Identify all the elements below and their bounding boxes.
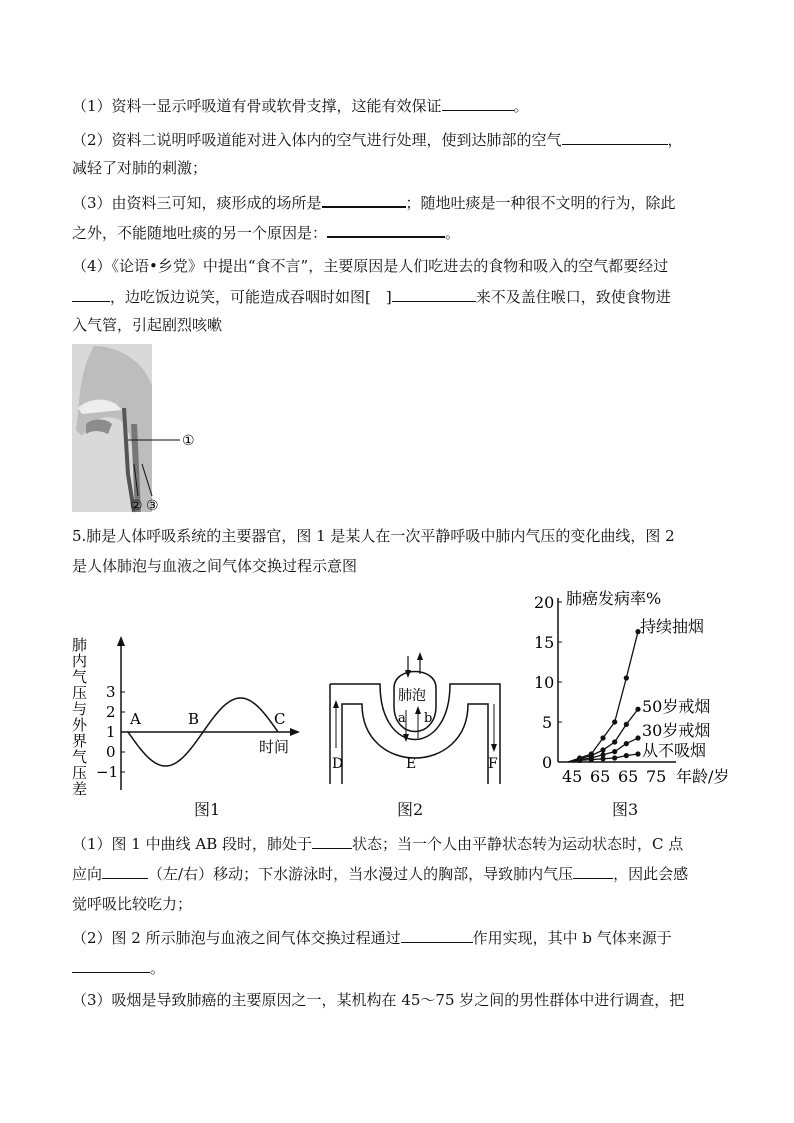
chart-x-tick-label: 75 <box>646 767 667 786</box>
ylabel-char: 差 <box>72 780 88 798</box>
y-tick-label: 3 <box>106 683 116 701</box>
answer-blank[interactable] <box>102 864 148 879</box>
q4-part1 <box>72 96 529 116</box>
q4-part3 <box>72 192 676 213</box>
flow-D-arrowhead <box>333 700 339 708</box>
throat-anatomy-figure <box>72 344 212 514</box>
series-point <box>600 756 605 761</box>
chart-series <box>568 629 641 763</box>
point-A-label: A <box>130 710 141 728</box>
answer-blank[interactable] <box>392 287 476 302</box>
ylabel-char: 压 <box>72 684 88 702</box>
series-point <box>589 757 594 762</box>
ylabel-char: 肺 <box>72 636 88 654</box>
chart-y-tick-label: 10 <box>534 673 555 692</box>
ylabel-char: 内 <box>72 652 88 670</box>
label-D: D <box>332 756 344 772</box>
q5-part1-end: 觉呼吸比较吃力； <box>72 895 193 913</box>
series-point <box>600 747 605 752</box>
figure-1-pressure-curve <box>66 630 316 830</box>
q4-part3-cont <box>72 222 460 243</box>
series-point <box>635 751 640 756</box>
figure-2-caption: 图2 <box>397 800 424 819</box>
chart-y-tick-label: 15 <box>534 633 555 652</box>
chart-x-tick-label: 65 <box>618 767 639 786</box>
q5-part1b-text: 应向 <box>72 865 103 883</box>
series-point <box>624 741 629 746</box>
q4-part4-end: 入气管，引起剧烈咳嗽 <box>72 316 223 334</box>
label-E: E <box>406 756 417 772</box>
chart-x-label: 年龄/岁 <box>676 767 730 786</box>
q4-part1-text: （1）资料一显示呼吸道有骨或软骨支撑，这能有效保证 <box>72 97 442 115</box>
legend-never-smoked: 从不吸烟 <box>642 741 707 760</box>
q5-part2-cont <box>72 958 165 978</box>
series-point <box>600 735 605 740</box>
answer-blank[interactable] <box>72 287 110 302</box>
ylabel-char: 与 <box>72 700 88 718</box>
figure-3-chart <box>526 586 756 796</box>
q4-part2-text: （2）资料二说明呼吸道能对进入体内的空气进行处理，使到达肺部的空气 <box>72 131 562 149</box>
q4-part4: （4）《论语•乡党》中提出“食不言”，主要原因是人们吃进去的食物和吸入的空气都要经过 <box>72 257 669 275</box>
answer-blank[interactable] <box>573 864 613 879</box>
q4-part3b-end: 。 <box>445 224 461 242</box>
q5-part1b-end: ，因此会感 <box>613 865 689 883</box>
series-point <box>612 749 617 754</box>
label-1: ① <box>182 433 195 449</box>
answer-blank[interactable] <box>327 222 445 238</box>
point-C-label: C <box>274 710 286 728</box>
q4-part2-cont: 减轻了对肺的刺激； <box>72 159 208 177</box>
q4-part3-text: （3）由资料三可知，痰形成的场所是 <box>72 194 322 212</box>
q5-part2-text: （2）图 2 所示肺泡与血液之间气体交换过程通过 <box>72 929 401 947</box>
answer-blank[interactable] <box>442 96 514 111</box>
chart-y-tick-label: 5 <box>542 713 553 732</box>
q5-part1-cont <box>72 864 688 884</box>
series-point <box>635 735 640 740</box>
air-out-arrowhead <box>417 652 423 660</box>
chart-x-ticks <box>562 767 666 786</box>
q5-part1-end: 状态；当一个人由平静状态转为运动状态时，C 点 <box>352 835 684 853</box>
q5-part1 <box>72 834 683 854</box>
chart-x-tick-label: 45 <box>562 767 583 786</box>
figure-3-caption: 图3 <box>612 800 639 819</box>
chart-x-tick-label: 65 <box>590 767 611 786</box>
gas-b-label: b <box>424 711 433 726</box>
gas-a-label: a <box>398 711 406 726</box>
series-point <box>624 675 629 680</box>
alveolus-label: 肺泡 <box>398 688 426 704</box>
q4-part4-cont <box>72 287 671 307</box>
answer-blank[interactable] <box>322 192 406 208</box>
series-point <box>612 739 617 744</box>
point-B-label: B <box>188 710 200 728</box>
q5-part2-end: 作用实现，其中 b 气体来源于 <box>472 929 672 947</box>
series-point <box>612 719 617 724</box>
q5-part1-text: （1）图 1 中曲线 AB 段时，肺处于 <box>72 835 313 853</box>
series-point <box>577 758 582 763</box>
q4-part2 <box>72 130 683 150</box>
legend-quit-at-30: 30岁戒烟 <box>642 721 711 740</box>
q4-part4b-end: 来不及盖住喉口，致使食物进 <box>475 288 671 306</box>
answer-blank[interactable] <box>562 130 668 145</box>
chart-y-tick-label: 20 <box>534 593 555 612</box>
answer-blank[interactable] <box>312 834 352 849</box>
x-axis-label: 时间 <box>259 738 290 756</box>
q5-part2 <box>72 928 672 948</box>
figure-1-ylabel <box>72 636 88 798</box>
chart-title: 肺癌发病率% <box>566 589 662 608</box>
ylabel-char: 外 <box>72 716 88 734</box>
ylabel-char: 界 <box>72 732 88 750</box>
y-axis-arrow <box>117 636 125 646</box>
series-point <box>624 722 629 727</box>
series-point <box>624 753 629 758</box>
y-tick-label: 2 <box>106 703 116 721</box>
answer-blank[interactable] <box>401 928 473 943</box>
ylabel-char: 气 <box>72 748 88 766</box>
ylabel-char: 气 <box>72 668 88 686</box>
q4-part3-end: ；随地吐痰是一种很不文明的行为，除此 <box>405 194 676 212</box>
answer-blank[interactable] <box>72 958 150 973</box>
y-tick-label: −1 <box>96 763 119 781</box>
label-F: F <box>488 756 498 772</box>
q5-part3: （3）吸烟是导致肺癌的主要原因之一，某机构在 45～75 岁之间的男性群体中进行调查，把 <box>72 991 685 1009</box>
ylabel-char: 压 <box>72 764 88 782</box>
y-tick-label: 1 <box>106 723 116 741</box>
figure-1-caption: 图1 <box>194 800 221 819</box>
q5-intro-line2: 是人体肺泡与血液之间气体交换过程示意图 <box>72 557 358 575</box>
flow-F-arrowhead <box>491 744 497 752</box>
q4-part4b-text: ，边吃饭边说笑，可能造成吞咽时如图[ ] <box>110 288 392 306</box>
legend-continuous-smoking: 持续抽烟 <box>640 617 705 636</box>
x-axis-arrow <box>290 728 300 736</box>
q5-part2b-end: 。 <box>150 959 166 977</box>
q4-part3b-text: 之外，不能随地吐痰的另一个原因是： <box>72 224 328 242</box>
chart-y-tick-label: 0 <box>542 753 553 772</box>
label-2: ② <box>130 498 143 514</box>
q4-part2-end: ， <box>667 131 683 149</box>
series-point <box>612 755 617 760</box>
figure-2-alveolus <box>322 648 508 788</box>
y-tick-label: 0 <box>106 743 116 761</box>
q5-part1b-mid: （左/右）移动；下水游泳时，当水漫过人的胸部，导致肺内气压 <box>148 865 574 883</box>
legend-quit-at-50: 50岁戒烟 <box>642 697 711 716</box>
series-point <box>635 707 640 712</box>
q5-intro-line1: 5.肺是人体呼吸系统的主要器官，图 1 是某人在一次平静呼吸中肺内气压的变化曲线，图 2 <box>72 527 675 545</box>
label-3: ③ <box>146 498 159 514</box>
q4-part1-end: 。 <box>513 97 529 115</box>
